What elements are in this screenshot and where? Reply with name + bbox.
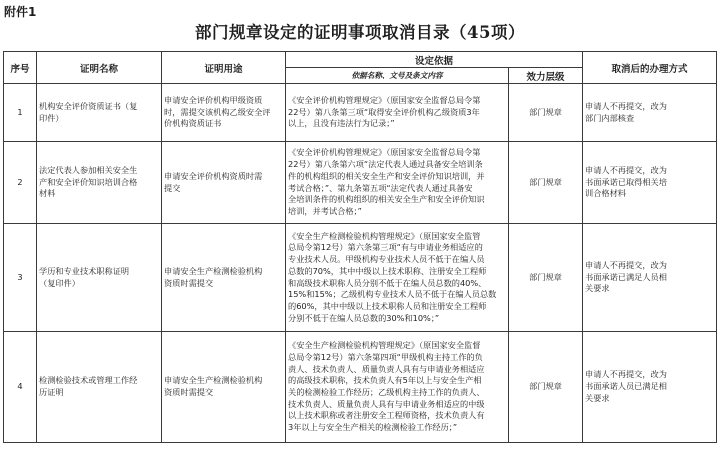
row-level: 部门规章 bbox=[509, 332, 583, 443]
table-row bbox=[4, 224, 717, 332]
header-basis-text: 依据名称、文号及条文内容 bbox=[286, 68, 509, 84]
row-seq: 1 bbox=[4, 84, 37, 142]
row-seq: 2 bbox=[4, 142, 37, 224]
table-row bbox=[4, 84, 717, 142]
header-after-cancel: 取消后的办理方式 bbox=[583, 52, 717, 84]
row-basis: 《安全评价机构管理规定》（原国家安全监督总局令第 22号）第八条第六项“法定代表人通过具备安全培训条 件的机构组织的相关安全生产和安全评价知识培训，并 考试合格；”、第九条第五项“法定代表人通过具备安 全培训条件的机构组织的相关安全生产和安全评价知识 培训，并考试合格；” bbox=[286, 142, 509, 224]
row-name: 检测检验技术或管理工作经 历证明 bbox=[37, 332, 162, 443]
page-title: 部门规章设定的证明事项取消目录（45项） bbox=[195, 23, 525, 42]
catalog-table bbox=[3, 51, 717, 443]
header-name: 证明名称 bbox=[37, 52, 162, 84]
attachment-label: 附件1 bbox=[4, 5, 37, 19]
row-name: 法定代表人参加相关安全生 产和安全评价知识培训合格 材料 bbox=[37, 142, 162, 224]
row-purpose: 申请安全生产检测检验机构 资质时需提交 bbox=[162, 332, 286, 443]
row-level: 部门规章 bbox=[509, 142, 583, 224]
header-basis-group: 设定依据 bbox=[286, 52, 583, 68]
row-basis: 《安全评价机构管理规定》（原国家安全监督总局令第 22号）第八条第三项“取得安全评价机构乙级资质3年 以上，且没有违法行为记录；” bbox=[286, 84, 509, 142]
table-row bbox=[4, 142, 717, 224]
row-after: 申请人不再提交，改为 书面承诺已取得相关培 训合格材料 bbox=[583, 142, 717, 224]
row-name: 机构安全评价资质证书（复 印件） bbox=[37, 84, 162, 142]
row-level: 部门规章 bbox=[509, 84, 583, 142]
row-seq: 4 bbox=[4, 332, 37, 443]
table-row bbox=[4, 332, 717, 443]
row-purpose: 申请安全评价机构资质时需 提交 bbox=[162, 142, 286, 224]
header-seq: 序号 bbox=[4, 52, 37, 84]
row-after: 申请人不再提交，改为 书面承诺已满足人员相 关要求 bbox=[583, 224, 717, 332]
row-after: 申请人不再提交，改为 部门内部核查 bbox=[583, 84, 717, 142]
row-after: 申请人不再提交，改为 书面承诺人员已满足相 关要求 bbox=[583, 332, 717, 443]
row-basis: 《安全生产检测检验机构管理规定》（原国家安全监督 总局令第12号）第六条第四项“甲级机构主持工作的负 责人、技术负责人、质量负责人具有与申请业务相适应 的高级技术职称，技术负责人有5年以上与安全生产相 关的检测检验工作经历；乙级机构主持工作的负责人、 技术负责人、质量负责人具有与申请业务相适应的中级 以上技术职称或者注册安全工程师资格，技术负责人有 3年以上与安全生产相关的检测检验工作经历；” bbox=[286, 332, 509, 443]
row-purpose: 申请安全评价机构甲级资质 时，需提交该机构乙级安全评 价机构资质证书 bbox=[162, 84, 286, 142]
row-name: 学历和专业技术职称证明 （复印件） bbox=[37, 224, 162, 332]
row-basis: 《安全生产检测检验机构管理规定》（原国家安全监管 总局令第12号）第六条第三项“有与申请业务相适应的 专业技术人员。甲级机构专业技术人员不低于在编人员 总数的70%，其中中级以上技术职称、注册安全工程师 和高级技术职称人员分别不低于在编人员总数的40%、 15%和15%；乙级机构专业技术人员不低于在编人员总数 的60%，其中中级以上技术职称人员和注册安全工程师 分别不低于在编人员总数的30%和10%；” bbox=[286, 224, 509, 332]
row-seq: 3 bbox=[4, 224, 37, 332]
header-purpose: 证明用途 bbox=[162, 52, 286, 84]
row-purpose: 申请安全生产检测检验机构 资质时需提交 bbox=[162, 224, 286, 332]
row-level: 部门规章 bbox=[509, 224, 583, 332]
header-level: 效力层级 bbox=[509, 68, 583, 84]
